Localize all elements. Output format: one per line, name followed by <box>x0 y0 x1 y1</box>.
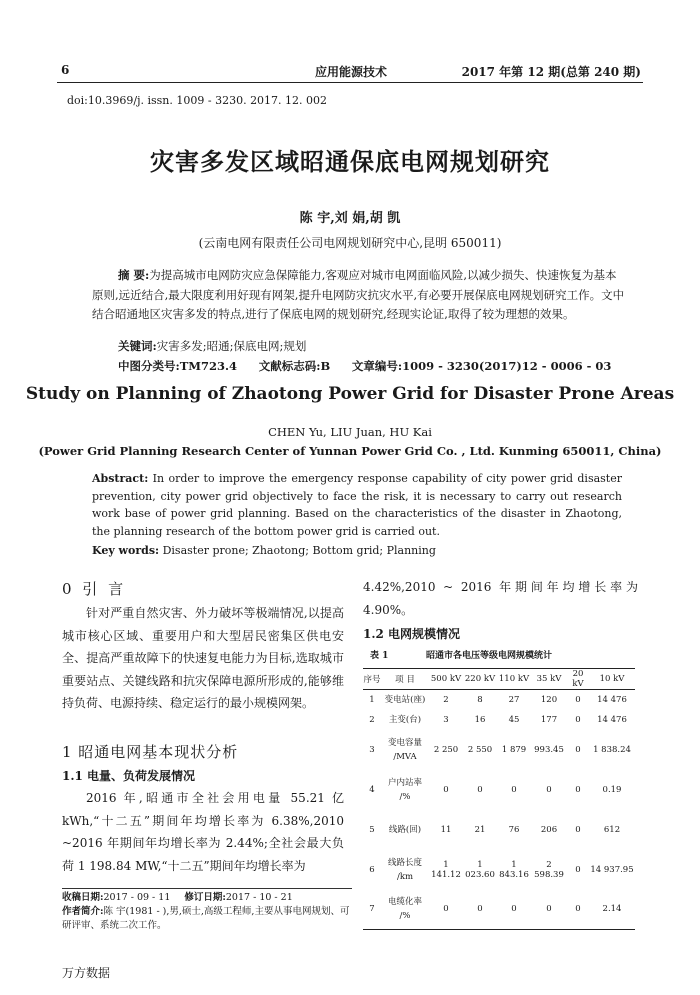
table-cell: 0 <box>443 904 449 915</box>
table-cell: 0 <box>575 744 581 755</box>
table-cell: 0 <box>575 784 581 795</box>
table-cell-no: 4 <box>369 784 375 795</box>
table-cell-item: 变电站(座) <box>384 694 426 705</box>
table-cell-no: 3 <box>369 744 375 755</box>
table-cell-item: 主变(台) <box>388 714 422 725</box>
table-cell: 1 141.12 <box>431 859 461 880</box>
table-cell: 2 550 <box>467 744 493 755</box>
keywords-text: 灾害多发;昭通;保底电网;规划 <box>156 339 307 353</box>
table-cell: 14 476 <box>597 714 627 725</box>
abstract-en-label: Abstract: <box>92 472 149 485</box>
table-header: 220 kV <box>464 674 496 684</box>
paper-title: 灾害多发区域昭通保底电网规划研究 <box>150 147 550 176</box>
keywords-en-text: Disaster prone; Zhaotong; Bottom grid; Planning <box>162 544 436 557</box>
section-1-heading: 1 昭通电网基本现状分析 <box>62 743 239 761</box>
table-header: 10 kV <box>599 674 625 684</box>
table-cell: 21 <box>474 824 486 835</box>
table-cell-item: 变电容量 /MVA <box>387 737 422 762</box>
page-number: 6 <box>61 63 70 77</box>
table-cell: 0 <box>575 714 581 725</box>
authors: 陈 宇,刘 娟,胡 凯 <box>299 211 401 226</box>
table-row <box>363 690 635 710</box>
table-cell: 11 <box>440 824 452 835</box>
abstract-en <box>92 470 622 540</box>
section-1-2-heading: 1.2 电网规模情况 <box>363 627 461 641</box>
table-cell: 612 <box>603 824 621 835</box>
table-header: 110 kV <box>498 674 530 684</box>
watermark: 万方数据 <box>62 966 111 980</box>
abstract-label: 摘 要: <box>118 268 150 282</box>
table-row <box>363 730 635 770</box>
table-cell-no: 7 <box>369 904 375 915</box>
table-cell-item: 线路(回) <box>388 824 422 835</box>
table-cell: 0 <box>575 824 581 835</box>
table-cell: 14 937.95 <box>590 864 634 875</box>
table-cell: 1 838.24 <box>593 744 631 755</box>
table-cell-no: 2 <box>369 714 375 725</box>
table-cell: 16 <box>474 714 486 725</box>
table-header: 项 目 <box>395 675 415 685</box>
table-cell: 0 <box>546 784 552 795</box>
table-cell: 1 879 <box>501 744 527 755</box>
section-0-heading: 0 引 言 <box>62 580 127 598</box>
table-cell: 45 <box>508 714 520 725</box>
table-cell: 177 <box>540 714 558 725</box>
doc-code: 文献标志码:B <box>258 359 331 373</box>
table-row <box>363 850 635 890</box>
english-title: Study on Planning of Zhaotong Power Grid for Disaster Prone Areas <box>25 384 675 404</box>
abstract-text: 为提高城市电网防灾应急保障能力,客观应对城市电网面临风险,以减少损失、快速恢复为基本原则,远近结合,最大限度利用好现有网架,提升电网防灾抗灾水平,有必要开展保底电网规划研究工作。文中结合昭通地区灾害多发的特点,进行了保底电网的规划研究,经现实论证,取得了较为理想的效果。 <box>92 268 625 321</box>
english-affiliation: (Power Grid Planning Research Center of Yunnan Power Grid Co. , Ltd. Kunming 650011, China) <box>38 444 662 458</box>
table-1-caption: 昭通市各电压等级电网规模统计 <box>426 651 553 661</box>
footnote <box>62 888 352 933</box>
table-cell: 27 <box>508 694 520 705</box>
table-cell: 0 <box>575 904 581 915</box>
table-cell: 1 843.16 <box>499 859 529 880</box>
right-continued-paragraph: 4.42%,2010 ~ 2016 年期间年均增长率为 4.90%。 <box>363 580 638 617</box>
table-header-row <box>363 669 635 690</box>
section-1-1-heading: 1.1 电量、负荷发展情况 <box>62 769 196 783</box>
keywords-cn <box>118 338 306 354</box>
abstract-en-text: In order to improve the emergency response capability of city power grid disaster prevention, city power grid objectively to face the risk, it is necessary to carry out research work base of power grid planning. Based on the characteristics of the disaster in Zhaotong, the planning research of the bottom power grid is carried out. <box>92 472 622 538</box>
grid-scale-table <box>363 668 635 930</box>
table-cell-item: 电缆化率 /% <box>387 897 422 922</box>
table-cell: 8 <box>477 694 483 705</box>
table-cell: 0 <box>546 904 552 915</box>
table-row <box>363 710 635 730</box>
table-row <box>363 770 635 810</box>
table-header: 序号 <box>363 675 381 685</box>
table-cell: 2 <box>443 694 449 705</box>
table-cell: 3 <box>443 714 449 725</box>
table-cell: 2 250 <box>433 744 459 755</box>
footnote-dates: 收稿日期:2017 - 09 - 11 修订日期:2017 - 10 - 21 <box>62 892 293 903</box>
table-cell: 993.45 <box>534 744 564 755</box>
english-authors: CHEN Yu, LIU Juan, HU Kai <box>268 425 432 439</box>
table-cell: 0 <box>511 904 517 915</box>
abstract-cn <box>92 266 627 325</box>
section-1-1-paragraph: 2016 年,昭通市全社会用电量 55.21 亿 kWh,“十二五”期间年均增长率为 6.38%,2010 ~2016 年期间年均增长率为 2.44%;全社会最大负荷 1 198.84 MW,“十二五”期间年均增长率为 <box>62 791 344 873</box>
table-cell: 76 <box>508 824 520 835</box>
table-cell: 0 <box>477 784 483 795</box>
table-row <box>363 890 635 930</box>
affiliation: (云南电网有限责任公司电网规划研究中心,昆明 650011) <box>198 236 502 250</box>
footnote-bio: 作者简介:陈 宇(1981 - ),男,硕士,高级工程师,主要从事电网规划、可研评审、系统二次工作。 <box>62 906 350 931</box>
journal-name: 应用能源技术 <box>315 65 388 79</box>
table-header: 500 kV <box>430 674 462 684</box>
table-header: 35 kV <box>536 674 562 684</box>
table-row <box>363 810 635 850</box>
table-cell: 206 <box>540 824 558 835</box>
table-cell: 14 476 <box>597 694 627 705</box>
table-cell: 0 <box>575 864 581 875</box>
table-cell: 0 <box>575 694 581 705</box>
table-cell: 0 <box>477 904 483 915</box>
issue-info: 2017 年第 12 期(总第 240 期) <box>461 65 641 79</box>
table-cell: 1 023.60 <box>465 859 495 880</box>
table-cell: 120 <box>540 694 558 705</box>
running-header <box>57 60 643 83</box>
table-header: 20 kV <box>572 669 584 689</box>
table-cell: 2.14 <box>602 904 622 915</box>
table-cell-no: 6 <box>369 864 375 875</box>
table-cell: 0.19 <box>602 784 622 795</box>
table-cell: 0 <box>511 784 517 795</box>
table-cell: 2 598.39 <box>534 859 564 880</box>
table-cell: 0 <box>443 784 449 795</box>
keywords-en <box>92 544 436 557</box>
keywords-en-label: Key words: <box>92 544 160 557</box>
intro-paragraph: 针对严重自然灾害、外力破坏等极端情况,以提高城市核心区域、重要用户和大型居民密集区供电安全、提高严重故障下的快速复电能力为目标,选取城市重要站点、关键线路和抗灾保障电源所形成的,能够维持负荷、电源持续、稳定运行的最小规模网架。 <box>62 606 344 710</box>
table-cell-item: 线路长度 /km <box>387 857 422 882</box>
doi[interactable]: doi:10.3969/j. issn. 1009 - 3230. 2017. 12. 002 <box>67 94 328 107</box>
table-1-label: 表 1 <box>370 651 389 661</box>
table-cell-item: 户内站率 /% <box>387 777 422 802</box>
article-number: 文章编号:1009 - 3230(2017)12 - 0006 - 03 <box>351 359 612 373</box>
classification <box>118 358 638 374</box>
table-cell-no: 1 <box>369 694 375 705</box>
keywords-label: 关键词: <box>118 339 157 353</box>
table-cell-no: 5 <box>369 824 375 835</box>
clc-number: 中图分类号:TM723.4 <box>118 359 238 373</box>
